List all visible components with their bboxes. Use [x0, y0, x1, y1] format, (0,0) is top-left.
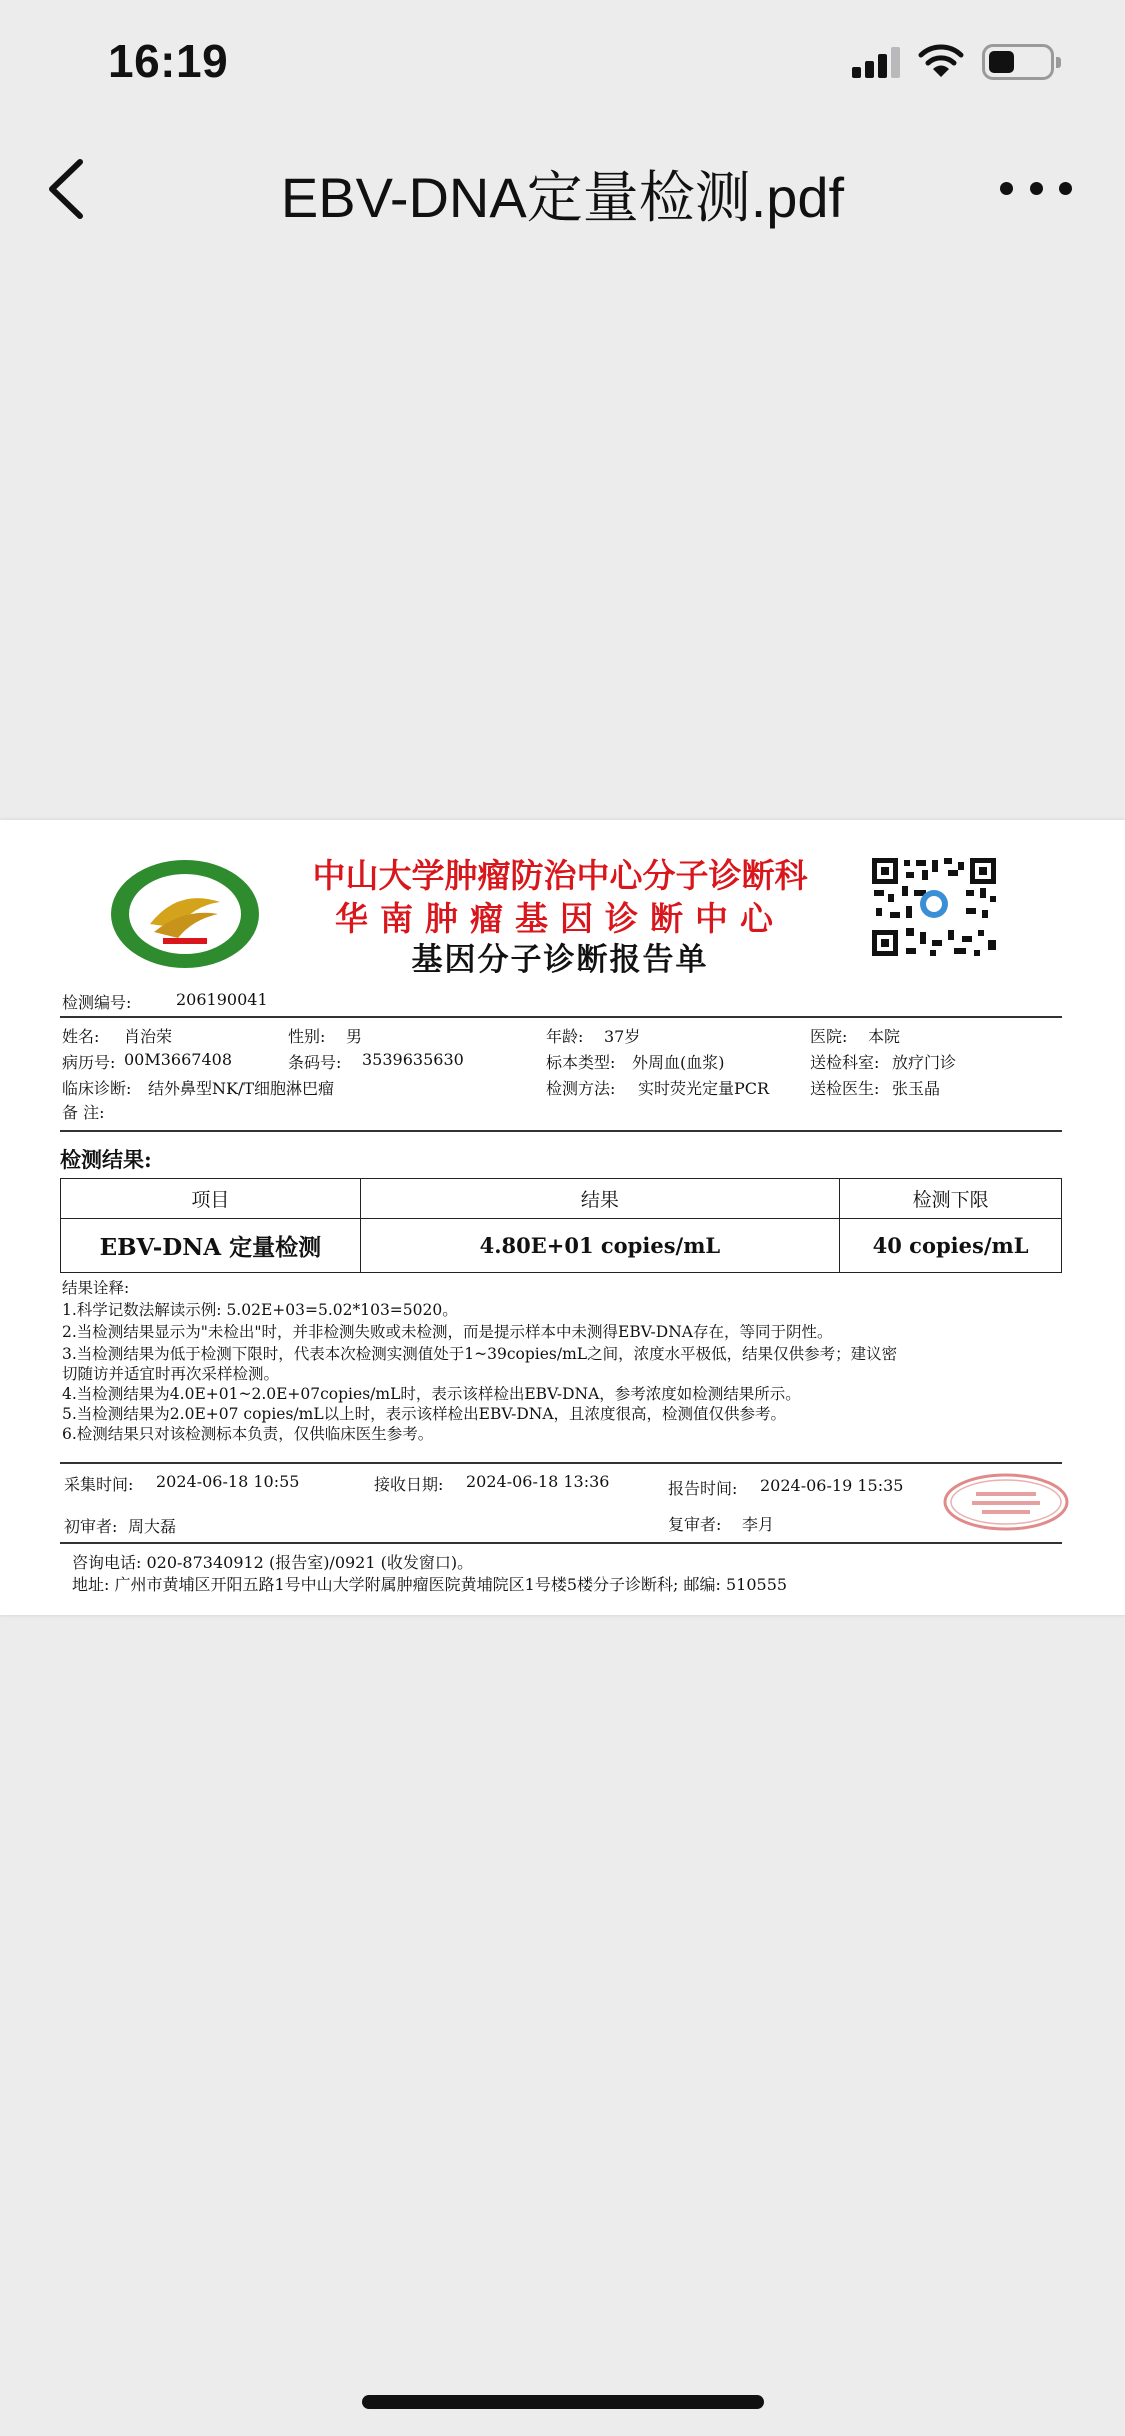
back-button[interactable]: [40, 154, 100, 224]
divider: [60, 1542, 1062, 1544]
test-number-label: 检测编号:: [62, 993, 132, 1012]
battery-level: [989, 51, 1014, 73]
hospital-value: 本院: [868, 1027, 901, 1046]
record-no-value: 00M3667408: [124, 1050, 232, 1069]
cellular-signal-icon: [852, 46, 902, 78]
note-line: 2.当检测结果显示为"未检出"时，并非检测失败或未检测，而是提示样本中未测得EBV-DNA存在，等同于阴性。: [62, 1323, 833, 1341]
ellipsis-icon: [1000, 182, 1013, 195]
note-line: 5.当检测结果为2.0E+07 copies/mL以上时，表示该样检出EBV-DNA，且浓度很高，检测值仅供参考。: [62, 1405, 787, 1423]
age-label: 年龄:: [546, 1027, 584, 1046]
method-label: 检测方法:: [546, 1079, 616, 1098]
wifi-icon: [918, 42, 964, 80]
record-no-label: 病历号:: [62, 1053, 116, 1072]
table-row: [61, 1219, 1062, 1273]
diagnosis-label: 临床诊断:: [62, 1079, 132, 1098]
gender-label: 性别:: [288, 1027, 326, 1046]
sample-type-label: 标本类型:: [546, 1053, 616, 1072]
divider: [60, 1462, 1062, 1464]
hospital-label: 医院:: [810, 1027, 848, 1046]
notes-title: 结果诠释:: [62, 1279, 130, 1297]
header-line-1: 中山大学肿瘤防治中心分子诊断科: [312, 856, 808, 895]
result-item: EBV-DNA 定量检测: [61, 1219, 361, 1273]
doctor-label: 送检医生:: [810, 1079, 880, 1098]
receive-date-value: 2024-06-18 13:36: [466, 1472, 610, 1491]
pdf-page[interactable]: [0, 820, 1125, 1615]
nav-bar: [0, 140, 1125, 240]
column-header: 项目: [61, 1179, 361, 1219]
name-value: 肖治荣: [124, 1027, 173, 1046]
hospital-logo: [108, 858, 262, 970]
report-title: 基因分子诊断报告单: [411, 942, 709, 978]
header-line-2: 华南肿瘤基因诊断中心: [335, 899, 785, 938]
test-number-value: 206190041: [176, 990, 268, 1009]
results-table: [60, 1178, 1062, 1273]
remarks-label: 备 注:: [62, 1103, 105, 1122]
receive-date-label: 接收日期:: [374, 1475, 444, 1494]
collect-time-label: 采集时间:: [64, 1475, 134, 1494]
collect-time-value: 2024-06-18 10:55: [156, 1472, 300, 1491]
first-reviewer-label: 初审者:: [64, 1517, 118, 1536]
home-indicator[interactable]: [362, 2395, 764, 2409]
table-header-row: [61, 1179, 1062, 1219]
status-time: 16:19: [108, 35, 229, 87]
column-header: 检测下限: [840, 1179, 1062, 1219]
barcode-value: 3539635630: [362, 1050, 464, 1069]
document-title: EBV-DNA定量检测.pdf: [280, 166, 845, 229]
second-reviewer-label: 复审者:: [668, 1515, 722, 1534]
address: 地址: 广州市黄埔区开阳五路1号中山大学附属肿瘤医院黄埔院区1号楼5楼分子诊断科; 邮编: 510555: [72, 1575, 788, 1594]
name-label: 姓名:: [62, 1027, 100, 1046]
doctor-value: 张玉晶: [892, 1079, 941, 1098]
method-value: 实时荧光定量PCR: [638, 1079, 770, 1098]
age-value: 37岁: [604, 1027, 641, 1046]
report-time-label: 报告时间:: [668, 1479, 738, 1498]
chevron-left-icon: [52, 162, 80, 216]
battery-icon: [982, 44, 1054, 80]
more-button[interactable]: [1000, 170, 1072, 206]
note-line: 4.当检测结果为4.0E+01~2.0E+07copies/mL时，表示该样检出EBV-DNA，参考浓度如检测结果所示。: [62, 1385, 801, 1403]
second-reviewer-value: 李月: [742, 1515, 775, 1534]
column-header: 结果: [360, 1179, 839, 1219]
first-reviewer-value: 周大磊: [128, 1517, 177, 1536]
detection-limit: 40 copies/mL: [840, 1219, 1062, 1273]
sample-type-value: 外周血(血浆): [632, 1053, 725, 1072]
report-time-value: 2024-06-19 15:35: [760, 1476, 904, 1495]
qr-code: [870, 856, 998, 958]
results-title: 检测结果:: [60, 1147, 152, 1172]
contact-phone: 咨询电话: 020-87340912 (报告室)/0921 (收发窗口)。: [72, 1553, 474, 1572]
note-line: 1.科学记数法解读示例: 5.02E+03=5.02*103=5020。: [62, 1301, 458, 1319]
dept-label: 送检科室:: [810, 1053, 880, 1072]
result-value: 4.80E+01 copies/mL: [360, 1219, 839, 1273]
divider: [60, 1016, 1062, 1018]
diagnosis-value: 结外鼻型NK/T细胞淋巴瘤: [148, 1079, 335, 1098]
note-line: 3.当检测结果为低于检测下限时，代表本次检测实测值处于1~39copies/mL之间，浓度水平极低，结果仅供参考；建议密: [62, 1345, 898, 1363]
note-line: 切随访并适宜时再次采样检测。: [62, 1365, 280, 1383]
dept-value: 放疗门诊: [892, 1053, 957, 1072]
divider: [60, 1130, 1062, 1132]
barcode-label: 条码号:: [288, 1053, 342, 1072]
status-bar: [0, 0, 1125, 130]
note-line: 6.检测结果只对该检测标本负责，仅供临床医生参考。: [62, 1425, 434, 1443]
official-stamp: [942, 1472, 1070, 1532]
gender-value: 男: [346, 1027, 363, 1046]
